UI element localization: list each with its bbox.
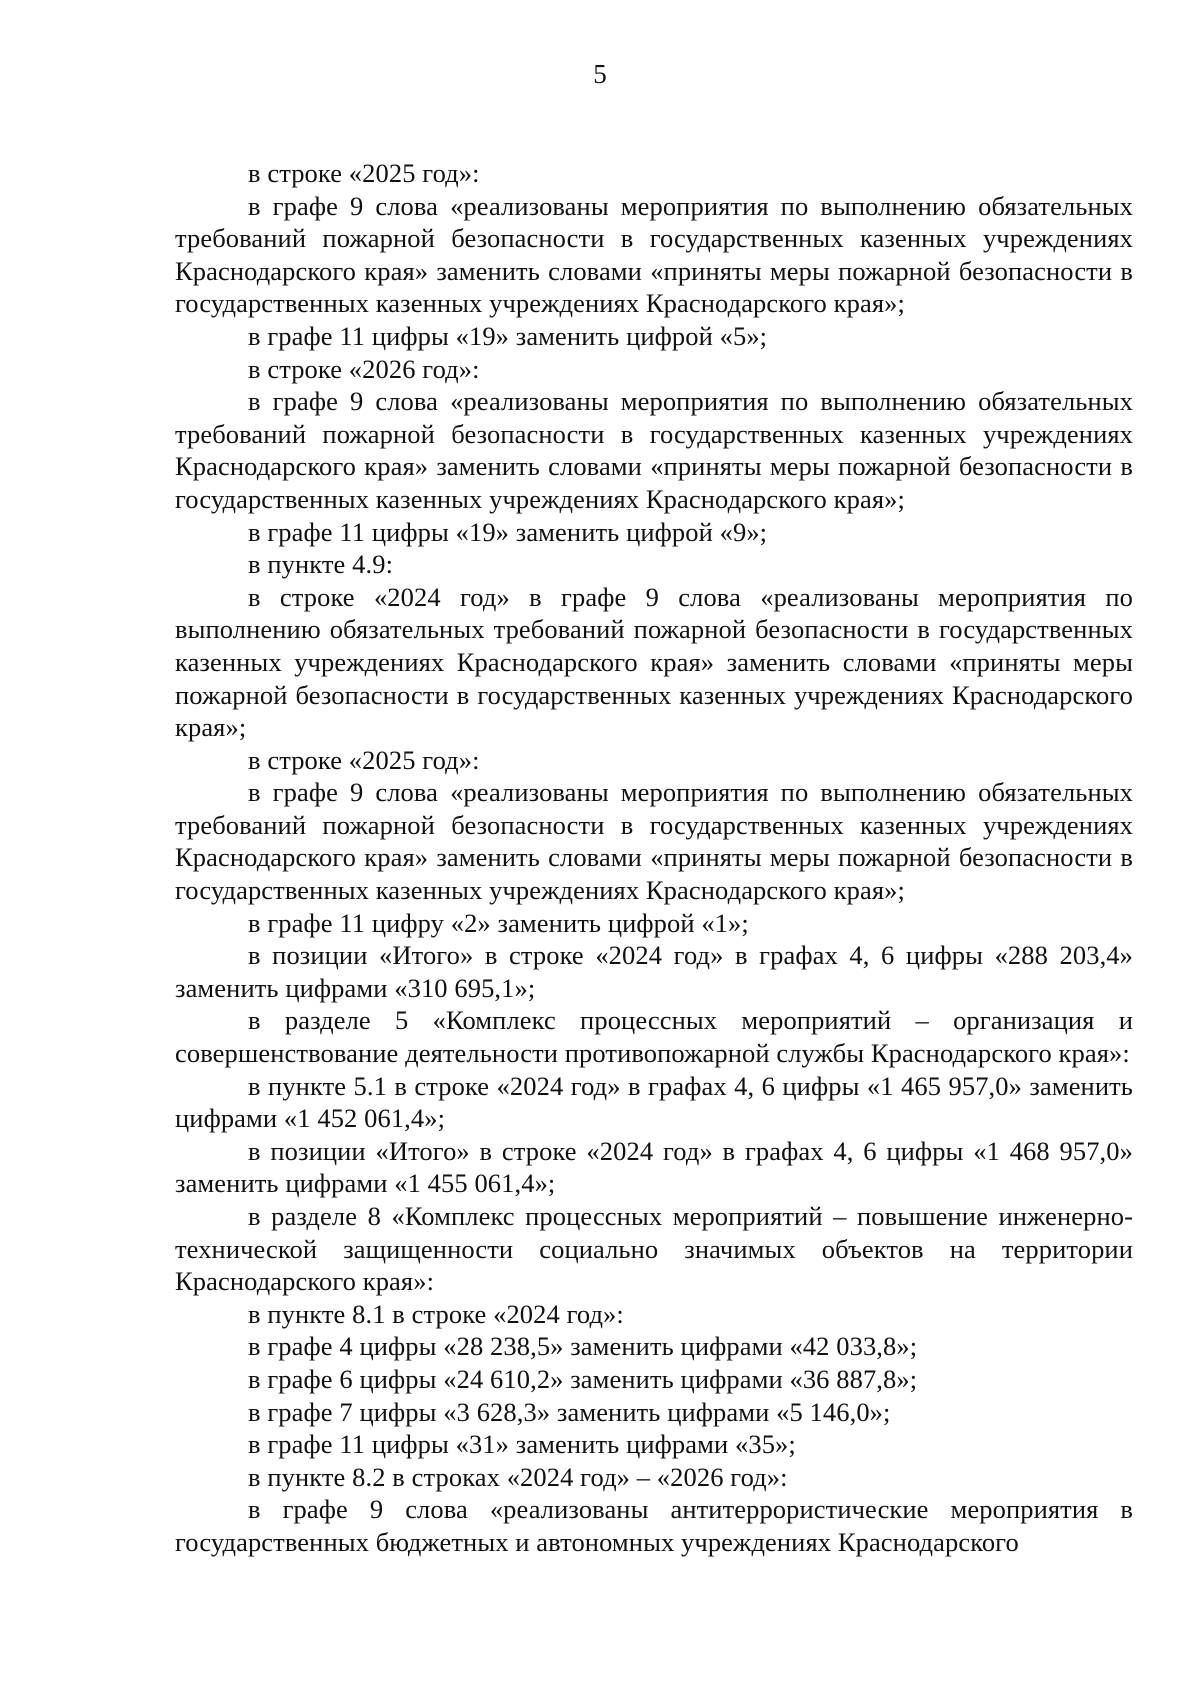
paragraph: в графе 11 цифры «19» заменить цифрой «5»; [248, 320, 768, 351]
paragraph: в строке «2026 год»: [248, 353, 480, 384]
paragraph: в графе 11 цифры «31» заменить цифрами «35»; [248, 1429, 796, 1460]
paragraph: в строке «2025 год»: [248, 744, 480, 775]
document-body [175, 157, 1133, 1559]
paragraph: в графе 9 слова «реализованы антитеррористические мероприятия в государственных бюджетных и автономных учреждениях Краснодарского [175, 1494, 1133, 1557]
paragraph: в графе 9 слова «реализованы мероприятия по выполнению обязательных требований пожарной безопасности в государственных казенных учреждениях Краснодарского края» заменить словами «приняты меры пожарной безопасности в государственных казенных учреждениях Краснодарского края»; [175, 777, 1133, 906]
paragraph: в пункте 8.2 в строках «2024 год» – «2026 год»: [248, 1461, 788, 1492]
paragraph: в графе 9 слова «реализованы мероприятия по выполнению обязательных требований пожарной безопасности в государственных казенных учреждениях Краснодарского края» заменить словами «приняты меры пожарной безопасности в государственных казенных учреждениях Краснодарского края»; [175, 190, 1133, 319]
paragraph: в позиции «Итого» в строке «2024 год» в графах 4, 6 цифры «1 468 957,0» заменить цифрами «1 455 061,4»; [175, 1135, 1133, 1199]
paragraph: в строке «2025 год»: [248, 158, 480, 188]
page-number: 5 [593, 59, 607, 89]
paragraph: в графе 4 цифры «28 238,5» заменить цифрами «42 033,8»; [248, 1331, 918, 1362]
paragraph: в пункте 4.9: [248, 549, 394, 580]
paragraph: в графе 11 цифры «19» заменить цифрой «9»; [248, 516, 768, 547]
paragraph: в разделе 5 «Комплекс процессных мероприятий – организация и совершенствование деятельности противопожарной службы Краснодарского края»: [175, 1005, 1133, 1069]
paragraph: в графе 7 цифры «3 628,3» заменить цифрами «5 146,0»; [248, 1396, 891, 1427]
paragraph: в пункте 5.1 в строке «2024 год» в графах 4, 6 цифры «1 465 957,0» заменить цифрами «1 452 061,4»; [175, 1070, 1133, 1134]
paragraph: в разделе 8 «Комплекс процессных мероприятий – повышение инженерно-технической защищенности социально значимых объектов на территории Краснодарского края»: [175, 1201, 1133, 1297]
paragraph: в пункте 8.1 в строке «2024 год»: [248, 1298, 624, 1329]
paragraph: в строке «2024 год» в графе 9 слова «реализованы мероприятия по выполнению обязательных требований пожарной безопасности в государственных казенных учреждениях Краснодарского края» заменить словами «приняты меры пожарной безопасности в государственных казенных учреждениях Краснодарского края»; [175, 581, 1133, 743]
paragraph: в графе 6 цифры «24 610,2» заменить цифрами «36 887,8»; [248, 1363, 918, 1394]
paragraph: в позиции «Итого» в строке «2024 год» в графах 4, 6 цифры «288 203,4» заменить цифрами «310 695,1»; [175, 940, 1133, 1003]
paragraph: в графе 11 цифру «2» заменить цифрой «1»; [248, 907, 749, 938]
paragraph: в графе 9 слова «реализованы мероприятия по выполнению обязательных требований пожарной безопасности в государственных казенных учреждениях Краснодарского края» заменить словами «приняты меры пожарной безопасности в государственных казенных учреждениях Краснодарского края»; [175, 386, 1133, 514]
